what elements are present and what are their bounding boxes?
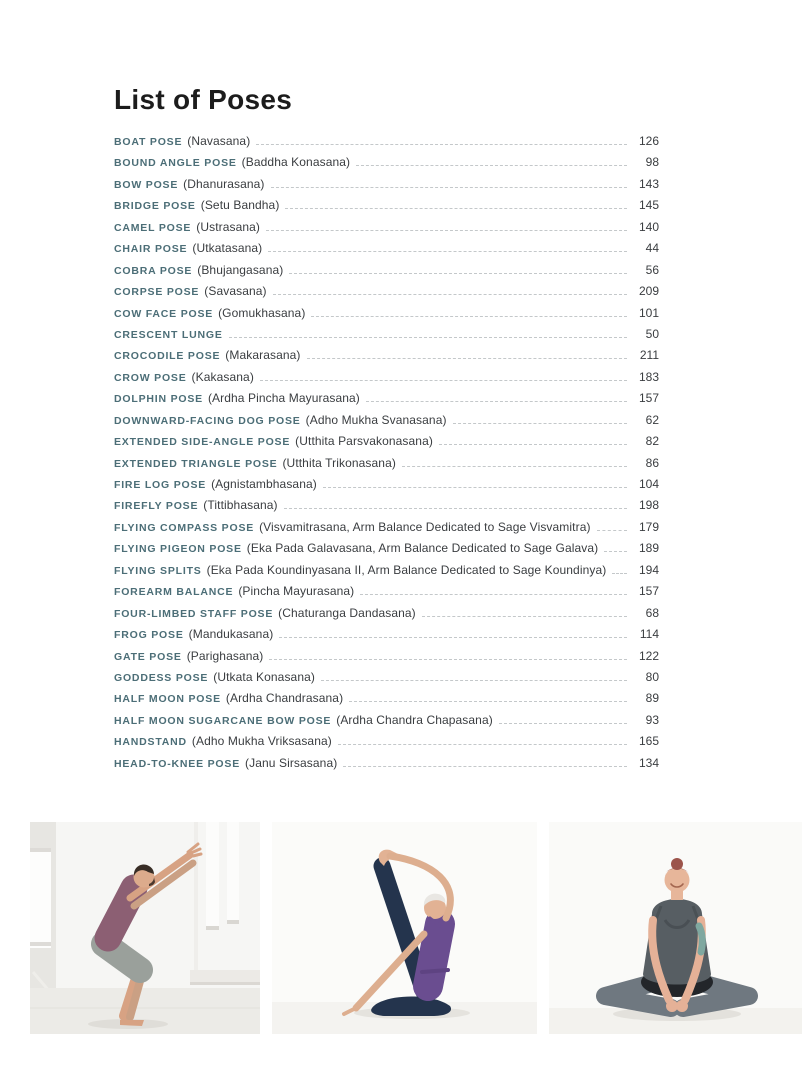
pose-name: BOAT POSE: [114, 136, 183, 148]
page-number: 86: [645, 455, 659, 470]
dotted-leader: [422, 612, 627, 617]
pose-sanskrit-name: (Ardha Pincha Mayurasana): [207, 391, 360, 406]
page-number: 211: [639, 348, 659, 363]
pose-sanskrit-name: (Agnistambhasana): [211, 477, 317, 491]
toc-entry: [114, 284, 659, 305]
pose-sanskrit-name: (Ardha Chandra Chapasana): [336, 712, 493, 727]
pose-list: [114, 134, 659, 777]
dotted-leader: [604, 547, 627, 552]
dotted-leader: [311, 312, 627, 317]
dotted-leader: [612, 569, 627, 574]
toc-entry: [114, 177, 659, 198]
dotted-leader: [360, 590, 627, 595]
page-number: 126: [638, 134, 659, 148]
page-number: 89: [645, 691, 659, 706]
toc-entry: [114, 713, 659, 734]
dotted-leader: [229, 333, 627, 338]
page-number: 122: [638, 648, 659, 663]
pose-name: CHAIR POSE: [114, 243, 188, 256]
toc-entry: [114, 348, 659, 369]
chair-pose-photo: [30, 822, 260, 1034]
pose-name: EXTENDED TRIANGLE POSE: [114, 457, 278, 470]
toc-entry: [114, 734, 659, 755]
page-number: 143: [638, 176, 659, 191]
pose-name: GODDESS POSE: [114, 671, 209, 684]
pose-name: FLYING SPLITS: [114, 564, 202, 577]
page-number: 157: [638, 391, 659, 406]
toc-entry: [114, 627, 659, 648]
pose-name: DOWNWARD-FACING DOG POSE: [114, 414, 301, 427]
dotted-leader: [256, 140, 627, 145]
pose-sanskrit-name: (Mandukasana): [188, 627, 274, 642]
page-number: 98: [645, 155, 659, 170]
pose-name: CRESCENT LUNGE: [114, 328, 223, 341]
page-number: 179: [638, 519, 659, 534]
pose-name: EXTENDED SIDE-ANGLE POSE: [114, 436, 291, 449]
page-number: 194: [638, 562, 659, 577]
toc-entry: [114, 327, 659, 348]
pose-sanskrit-name: (Adho Mukha Svanasana): [305, 412, 447, 427]
dotted-leader: [279, 633, 627, 638]
dotted-leader: [285, 204, 627, 209]
toc-entry: [114, 306, 659, 327]
pose-name: HANDSTAND: [114, 736, 187, 749]
pose-name: FLYING PIGEON POSE: [114, 543, 242, 556]
page-number: 145: [638, 198, 659, 213]
pose-sanskrit-name: (Utthita Parsvakonasana): [295, 434, 433, 449]
page-title: List of Poses: [114, 84, 293, 115]
page-number: 93: [645, 712, 659, 727]
page-number: 157: [638, 584, 659, 599]
page-number: 140: [638, 219, 659, 234]
pose-name: BRIDGE POSE: [114, 200, 196, 213]
pose-sanskrit-name: (Tittibhasana): [203, 498, 278, 513]
pose-name: HALF MOON SUGARCANE BOW POSE: [114, 714, 332, 727]
pose-name: FOUR-LIMBED STAFF POSE: [114, 607, 274, 620]
page-number: 209: [638, 284, 659, 299]
pose-name: COBRA POSE: [114, 264, 193, 277]
toc-entry: [114, 670, 659, 691]
pose-sanskrit-name: (Bhujangasana): [197, 262, 284, 277]
dotted-leader: [260, 376, 627, 381]
pose-sanskrit-name: (Kakasana): [191, 369, 254, 384]
dotted-leader: [273, 290, 627, 295]
pose-sanskrit-name: (Parighasana): [186, 648, 264, 663]
toc-entry: [114, 155, 659, 176]
pose-sanskrit-name: (Setu Bandha): [200, 198, 280, 213]
toc-entry: [114, 413, 659, 434]
pose-name: BOW POSE: [114, 178, 179, 191]
dotted-leader: [323, 483, 627, 488]
dotted-leader: [499, 719, 627, 724]
toc-entry: [114, 370, 659, 391]
pose-name: HEAD-TO-KNEE POSE: [114, 757, 241, 770]
toc-entry: [114, 391, 659, 412]
toc-entry: [114, 263, 659, 284]
page-number: 50: [645, 326, 659, 341]
toc-entry: [114, 198, 659, 219]
toc-entry: [114, 456, 659, 477]
pose-sanskrit-name: (Makarasana): [225, 348, 301, 363]
page-number: 183: [638, 369, 659, 384]
pose-sanskrit-name: (Navasana): [187, 134, 251, 148]
pose-sanskrit-name: (Eka Pada Koundinyasana II, Arm Balance Dedicated to Sage Koundinya): [206, 562, 607, 577]
dotted-leader: [289, 269, 627, 274]
pose-name: FLYING COMPASS POSE: [114, 521, 255, 534]
page-number: 82: [645, 434, 659, 449]
pose-name: CROW POSE: [114, 371, 187, 384]
page-number: 165: [638, 734, 659, 749]
toc-entry: [114, 498, 659, 519]
pose-sanskrit-name: (Janu Sirsasana): [245, 755, 338, 770]
dotted-leader: [402, 462, 627, 467]
pose-name: DOLPHIN POSE: [114, 393, 203, 406]
toc-entry: [114, 584, 659, 605]
pose-sanskrit-name: (Utkata Konasana): [213, 669, 315, 684]
compass-pose-photo: [272, 822, 537, 1034]
pose-name: HALF MOON POSE: [114, 693, 221, 706]
page-number: 80: [645, 669, 659, 684]
pose-name: CROCODILE POSE: [114, 350, 221, 363]
pose-sanskrit-name: (Baddha Konasana): [241, 155, 351, 170]
page-number: 198: [638, 498, 659, 513]
pose-sanskrit-name: (Adho Mukha Vriksasana): [191, 734, 332, 749]
dotted-leader: [268, 247, 627, 252]
dotted-leader: [453, 419, 627, 424]
dotted-leader: [266, 226, 627, 231]
pose-sanskrit-name: (Visvamitrasana, Arm Balance Dedicated to Sage Visvamitra): [259, 519, 591, 534]
toc-entry: [114, 649, 659, 670]
pose-sanskrit-name: (Dhanurasana): [183, 176, 265, 191]
page-number: 44: [645, 241, 659, 256]
toc-entry: [114, 541, 659, 562]
pose-name: FOREARM BALANCE: [114, 586, 234, 599]
page-number: 62: [645, 412, 659, 427]
pose-name: BOUND ANGLE POSE: [114, 157, 237, 170]
dotted-leader: [338, 740, 627, 745]
pose-sanskrit-name: (Ustrasana): [196, 219, 261, 234]
pose-sanskrit-name: (Ardha Chandrasana): [225, 691, 344, 706]
dotted-leader: [343, 762, 627, 767]
dotted-leader: [439, 440, 627, 445]
page-number: 56: [645, 262, 659, 277]
toc-entry: [114, 434, 659, 455]
pose-sanskrit-name: (Gomukhasana): [218, 305, 306, 320]
pose-sanskrit-name: (Pincha Mayurasana): [238, 584, 355, 599]
toc-entry: [114, 691, 659, 712]
page-number: 114: [639, 627, 659, 642]
toc-entry: [114, 756, 659, 777]
pose-sanskrit-name: (Savasana): [204, 284, 267, 299]
pose-name: FIREFLY POSE: [114, 500, 199, 513]
dotted-leader: [366, 397, 627, 402]
page-number: 68: [645, 605, 659, 620]
page-number: 104: [638, 477, 659, 491]
toc-entry: [114, 241, 659, 262]
toc-entry: [114, 520, 659, 541]
pose-sanskrit-name: (Utkatasana): [192, 241, 263, 256]
dotted-leader: [597, 526, 627, 531]
toc-entry: [114, 220, 659, 241]
pose-name: FIRE LOG POSE: [114, 479, 207, 491]
bound-angle-pose-photo: [549, 822, 802, 1034]
photo-strip: [0, 822, 810, 1034]
toc-entry: [114, 134, 659, 155]
pose-sanskrit-name: (Chaturanga Dandasana): [278, 605, 416, 620]
toc-entry: [114, 606, 659, 627]
toc-entry: [114, 477, 659, 498]
pose-name: CAMEL POSE: [114, 221, 192, 234]
pose-name: CORPSE POSE: [114, 286, 200, 299]
pose-name: FROG POSE: [114, 629, 184, 642]
pose-sanskrit-name: (Eka Pada Galavasana, Arm Balance Dedicated to Sage Galava): [246, 541, 599, 556]
dotted-leader: [271, 183, 627, 188]
dotted-leader: [356, 161, 627, 166]
page-number: 101: [638, 305, 659, 320]
page-number: 134: [638, 755, 659, 770]
dotted-leader: [269, 655, 627, 660]
dotted-leader: [321, 676, 627, 681]
dotted-leader: [307, 354, 627, 359]
pose-name: GATE POSE: [114, 650, 182, 663]
pose-name: COW FACE POSE: [114, 307, 214, 320]
page-number: 189: [638, 541, 659, 556]
pose-sanskrit-name: (Utthita Trikonasana): [282, 455, 396, 470]
dotted-leader: [284, 504, 627, 509]
dotted-leader: [349, 697, 627, 702]
toc-entry: [114, 563, 659, 584]
